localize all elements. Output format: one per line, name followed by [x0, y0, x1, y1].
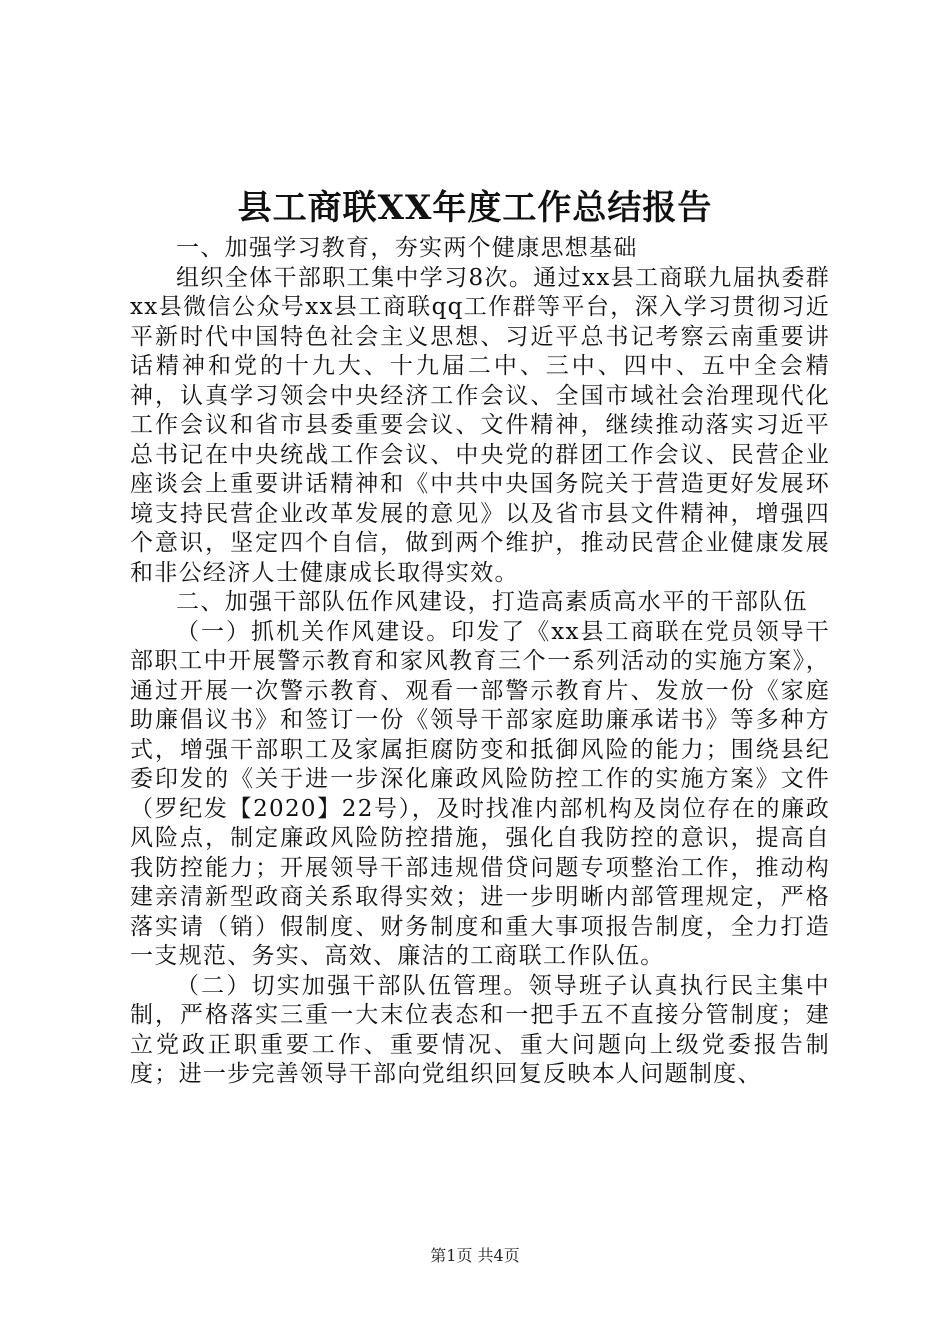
document-body [130, 234, 830, 1090]
section-heading-1: 一、加强学习教育，夯实两个健康思想基础 [176, 235, 638, 261]
body-paragraph-1: 组织全体干部职工集中学习8次。通过xx县工商联九届执委群xx县微信公众号xx县工商联qq工作群等平台，深入学习贯彻习近平新时代中国特色社会主义思想、习近平总书记考察云南重要讲话精神和党的十九大、十九届二中、三中、四中、五中全会精神，认真学习领会中央经济工作会议、全国市域社会治理现代化工作会议和省市县委重要会议、文件精神，继续推动落实习近平总书记在中央统战工作会议、中央党的群团工作会议、民营企业座谈会上重要讲话精神和《中共中央国务院关于营造更好发展环境支持民营企业改革发展的意见》以及省市县文件精神，增强四个意识，坚定四个自信，做到两个维护，推动民营企业健康发展和非公经济人士健康成长取得实效。 [130, 264, 830, 586]
page-number-footer: 第1页 共4页 [430, 1246, 520, 1265]
body-paragraph-3: （二）切实加强干部队伍管理。领导班子认真执行民主集中制，严格落实三重一大末位表态和一把手五不直接分管制度；建立党政正职重要工作、重要情况、重大问题向上级党委报告制度；进一步完善领导干部向党组织回复反映本人问题制度、 [130, 972, 830, 1087]
document-title: 县工商联XX年度工作总结报告 [237, 188, 713, 228]
body-paragraph-2: （一）抓机关作风建设。印发了《xx县工商联在党员领导干部职工中开展警示教育和家风教育三个一系列活动的实施方案》，通过开展一次警示教育、观看一部警示教育片、发放一份《家庭助廉倡议书》和签订一份《领导干部家庭助廉承诺书》等多种方式，增强干部职工及家属拒腐防变和抵御风险的能力；围绕县纪委印发的《关于进一步深化廉政风险防控工作的实施方案》文件（罗纪发【2020】22号），及时找准内部机构及岗位存在的廉政风险点，制定廉政风险防控措施，强化自我防控的意识，提高自我防控能力；开展领导干部违规借贷问题专项整治工作，推动构建亲清新型政商关系取得实效；进一步明晰内部管理规定，严格落实请（销）假制度、财务制度和重大事项报告制度，全力打造一支规范、务实、高效、廉洁的工商联工作队伍。 [130, 618, 830, 969]
section-heading-2: 二、加强干部队伍作风建设，打造高素质高水平的干部队伍 [176, 589, 808, 615]
